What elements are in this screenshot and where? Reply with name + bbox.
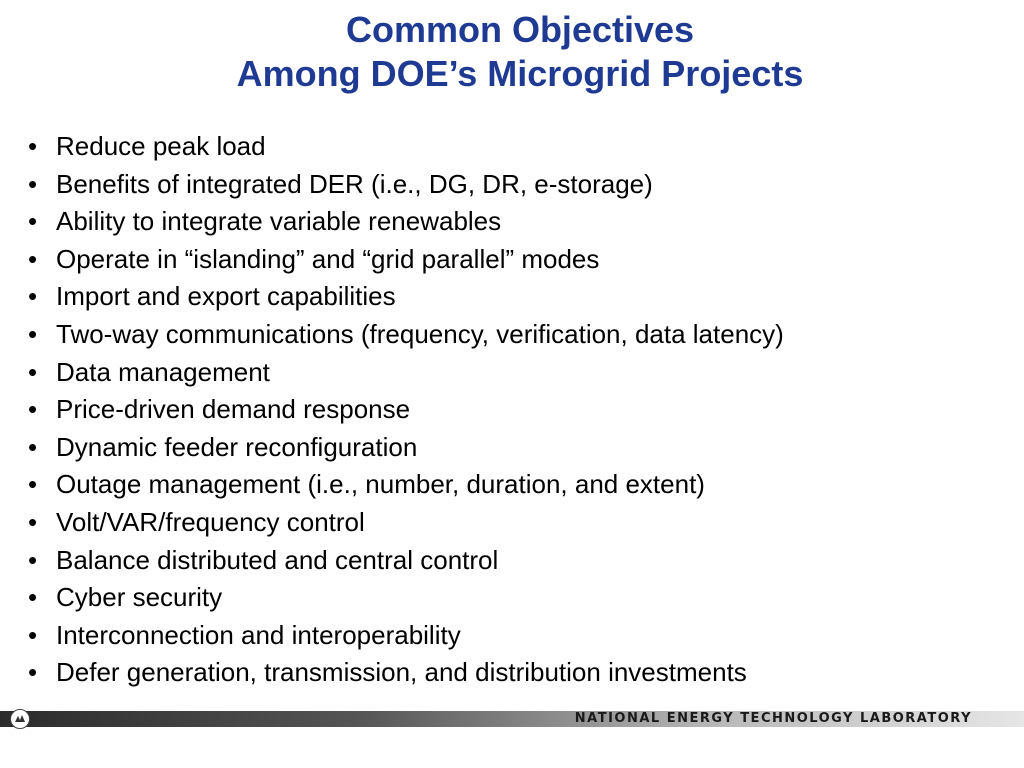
bullet-icon: • [28,168,38,199]
bullet-icon: • [28,619,38,650]
bullet-icon: • [28,318,38,349]
list-item [28,278,784,316]
list-item-text: Data management [56,356,270,387]
list-item [28,316,784,354]
objectives-list [28,128,784,692]
bullet-icon: • [28,544,38,575]
list-item-text: Reduce peak load [56,131,266,161]
bullet-icon: • [28,206,38,237]
list-item [28,542,784,580]
list-item [28,241,784,279]
lab-name: NATIONAL ENERGY TECHNOLOGY LABORATORY [574,711,972,726]
list-item [28,654,784,692]
bullet-icon: • [28,394,38,425]
list-item [28,203,784,241]
bullet-icon: • [28,131,38,161]
list-item-text: Balance distributed and central control [56,544,499,575]
slide-title-line-1: Common Objectives [345,9,695,50]
list-item-text: Cyber security [56,582,223,613]
list-item-text: Operate in “islanding” and “grid parallel” modes [56,243,600,274]
list-item [28,128,784,166]
list-item-text: Volt/VAR/frequency control [56,506,365,537]
doe-logo-icon [10,709,30,729]
bullet-icon: • [28,657,38,688]
slide-title-line-2: Among DOE’s Microgrid Projects [236,53,804,94]
slide-title [0,8,1024,96]
list-item-text: Defer generation, transmission, and distribution investments [56,657,747,688]
list-item [28,579,784,617]
bullet-icon: • [28,469,38,500]
list-item-text: Price-driven demand response [56,394,411,425]
list-item [28,166,784,204]
list-item-text: Dynamic feeder reconfiguration [56,431,418,462]
bullet-icon: • [28,431,38,462]
list-item-text: Benefits of integrated DER (i.e., DG, DR, e-storage) [56,168,653,199]
list-item [28,391,784,429]
list-item [28,354,784,392]
bullet-icon: • [28,281,38,312]
list-item [28,429,784,467]
list-item-text: Interconnection and interoperability [56,619,461,650]
list-item-text: Ability to integrate variable renewables [56,206,502,237]
list-item-text: Import and export capabilities [56,281,396,312]
bullet-icon: • [28,582,38,613]
bullet-icon: • [28,506,38,537]
list-item [28,466,784,504]
bullet-icon: • [28,243,38,274]
list-item-text: Two-way communications (frequency, verification, data latency) [56,318,784,349]
list-item [28,504,784,542]
list-item [28,617,784,655]
bullet-icon: • [28,356,38,387]
list-item-text: Outage management (i.e., number, duration, and extent) [56,469,705,500]
